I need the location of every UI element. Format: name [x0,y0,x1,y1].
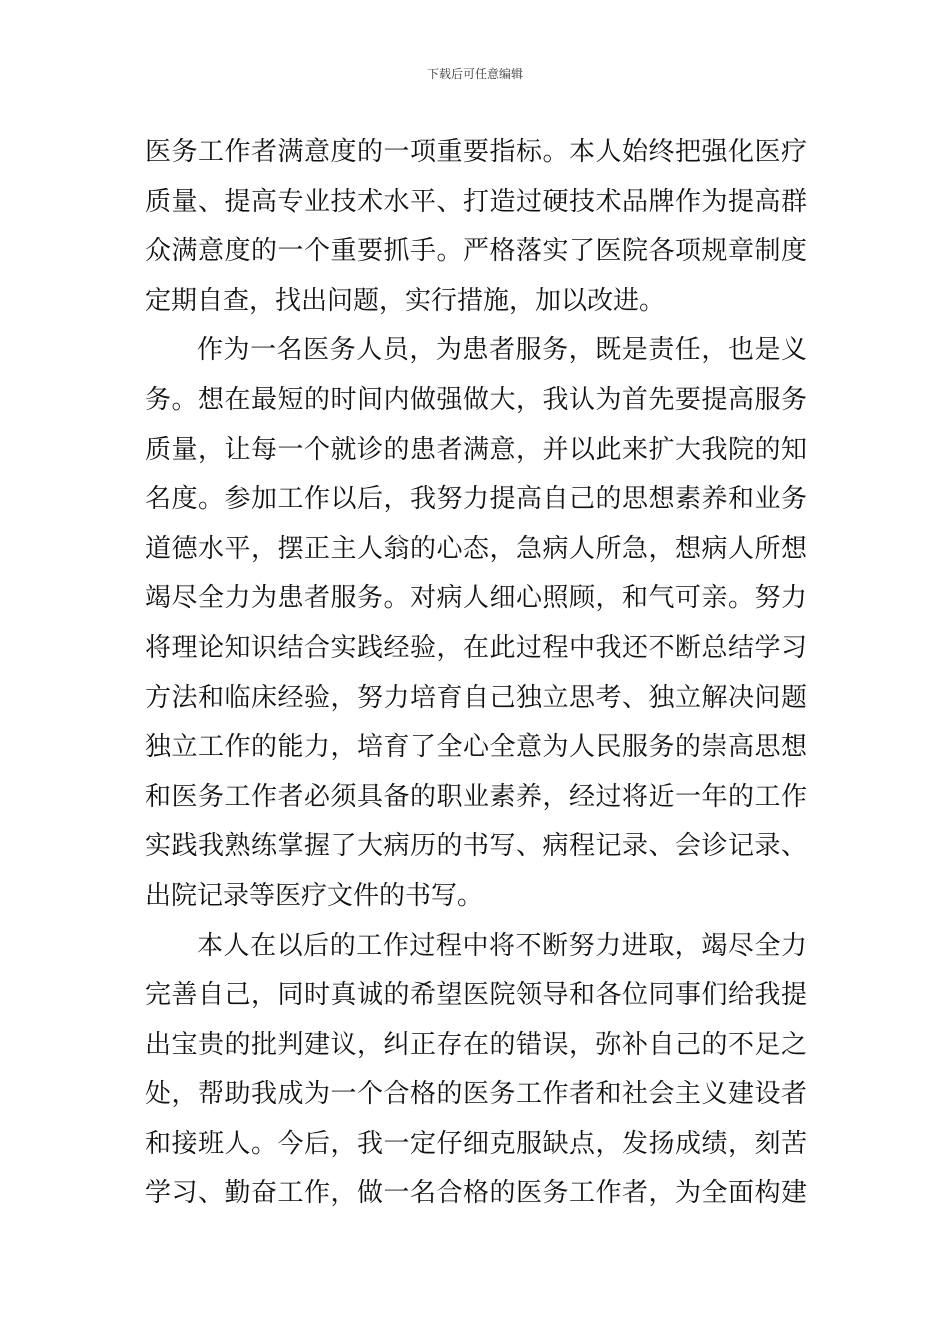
paragraph-1-line-4: 定期自查，找出问题，实行措施，加以改进。 [145,285,666,316]
paragraph-2-line-2: 务。想在最短的时间内做强做大，我认为首先要提高服务 [145,384,807,415]
paragraph-2-line-1: 作为一名医务人员，为患者服务，既是责任，也是义 [197,335,807,366]
paragraph-1-line-2: 质量、提高专业技术水平、打造过硬技术品牌作为提高群 [145,186,807,217]
paragraph-1-line-3: 众满意度的一个重要抓手。严格落实了医院各项规章制度 [145,236,807,267]
paragraph-3-line-3: 出宝贵的批判建议，纠正存在的错误，弥补自己的不足之 [145,1029,807,1060]
paragraph-2-line-3: 质量，让每一个就诊的患者满意，并以此来扩大我院的知 [145,434,807,465]
paragraph-2-line-11: 实践我熟练掌握了大病历的书写、病程记录、会诊记录、 [145,831,807,862]
paragraph-2-line-6: 竭尽全力为患者服务。对病人细心照顾，和气可亲。努力 [145,583,807,614]
paragraph-2-line-9: 独立工作的能力，培育了全心全意为人民服务的崇高思想 [145,732,807,763]
paragraph-3-line-6: 学习、勤奋工作，做一名合格的医务工作者，为全面构建 [145,1178,807,1209]
document-body [145,128,807,1219]
page-header: 下载后可任意编辑 [426,67,523,81]
paragraph-1-line-1: 医务工作者满意度的一项重要指标。本人始终把强化医疗 [145,137,807,167]
paragraph-2-line-10: 和医务工作者必须具备的职业素养，经过将近一年的工作 [145,781,807,812]
paragraph-2-line-8: 方法和临床经验，努力培育自己独立思考、独立解决问题 [145,682,807,713]
paragraph-2-line-7: 将理论知识结合实践经验，在此过程中我还不断总结学习 [145,632,807,663]
paragraph-3-line-1: 本人在以后的工作过程中将不断努力进取，竭尽全力 [197,930,807,961]
paragraph-3-line-5: 和接班人。今后，我一定仔细克服缺点，发扬成绩，刻苦 [145,1128,807,1159]
paragraph-2-line-5: 道德水平，摆正主人翁的心态，急病人所急，想病人所想 [145,533,807,564]
paragraph-3-line-2: 完善自己，同时真诚的希望医院领导和各位同事们给我提 [145,980,807,1011]
paragraph-2-line-4: 名度。参加工作以后，我努力提高自己的思想素养和业务 [145,484,807,515]
paragraph-3-line-4: 处，帮助我成为一个合格的医务工作者和社会主义建设者 [145,1079,807,1110]
paragraph-2-line-12: 出院记录等医疗文件的书写。 [145,880,484,911]
